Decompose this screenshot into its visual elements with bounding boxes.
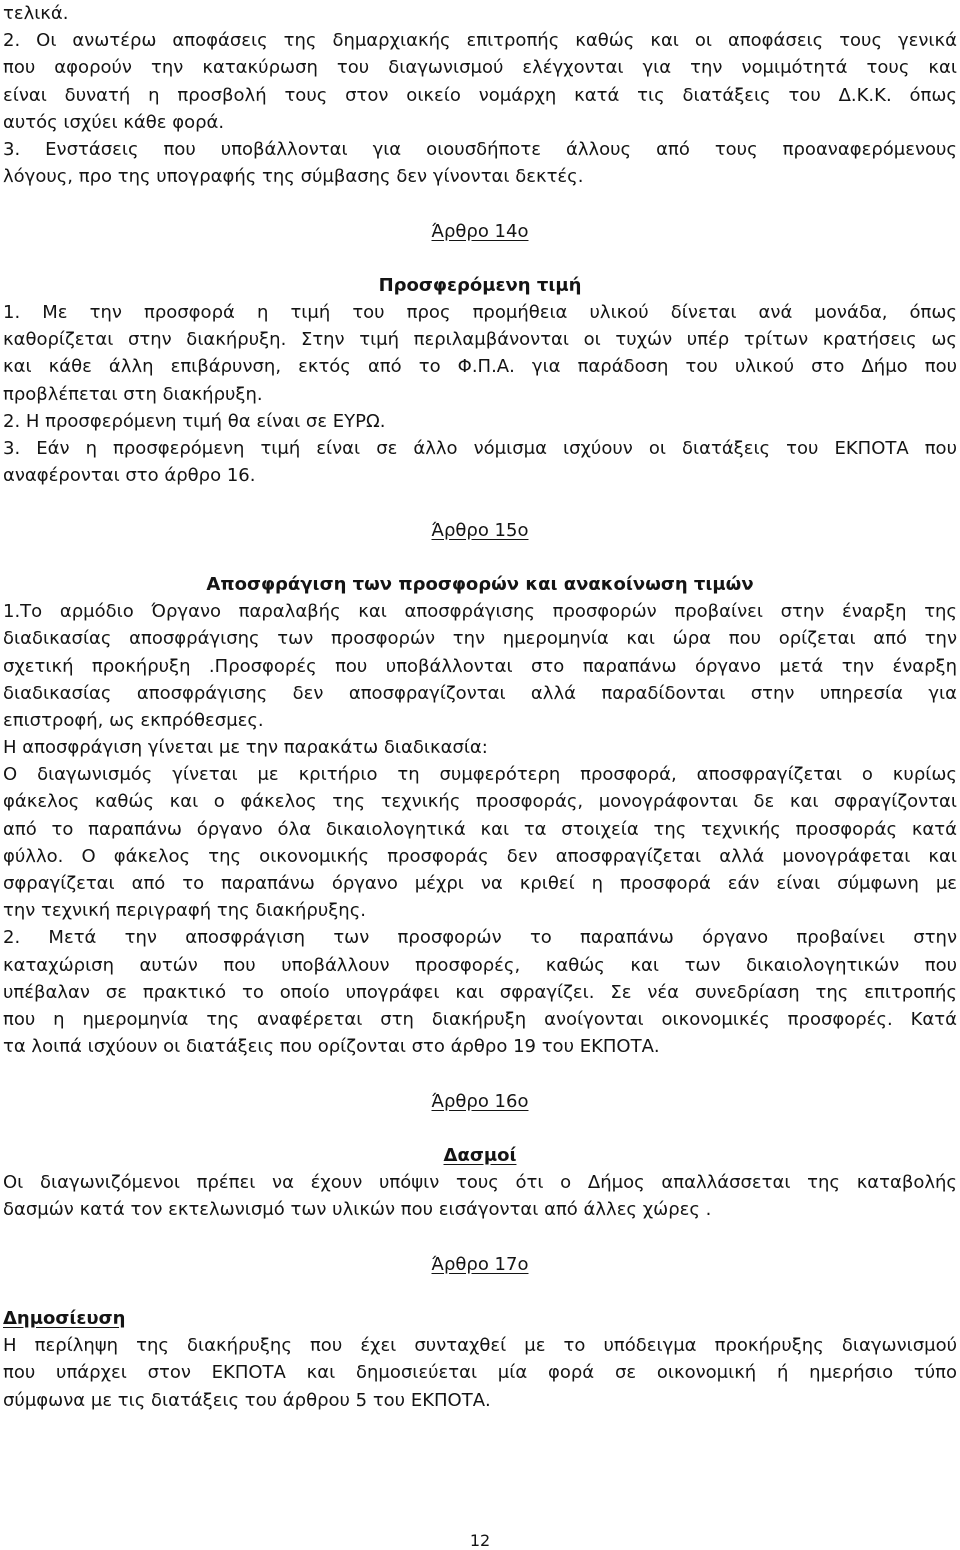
text-line [3, 54, 957, 81]
text-line-text: σύμφωνα με τις διατάξεις του άρθρου 5 του ΕΚΠΟΤΑ. [3, 1389, 491, 1411]
article-title [3, 1142, 957, 1169]
article-title [3, 571, 957, 598]
text-line-text: φύλλο. Ο φάκελος της οικονομικής προσφοράς δεν αποσφραγίζεται αλλά μονογράφεται και [3, 845, 957, 867]
text-line [3, 924, 957, 951]
text-line [3, 1332, 957, 1359]
text-line-text: αυτός ισχύει κάθε φορά. [3, 111, 225, 133]
text-line-text: τελικά. [3, 3, 69, 24]
text-line [3, 680, 957, 707]
text-line [3, 299, 957, 326]
text-line [3, 1196, 957, 1223]
text-line [3, 653, 957, 680]
text-line-text: σχετική προκήρυξη .Προσφορές που υποβάλλονται στο παραπάνω όργανο μετά την έναρξη [3, 655, 957, 677]
text-line [3, 1387, 957, 1414]
text-line [3, 843, 957, 870]
text-line [3, 1169, 957, 1196]
text-line-text: που αφορούν την κατακύρωση του διαγωνισμού ελέγχονται για την νομιμότητά τους και [3, 57, 957, 79]
text-line-text: διαδικασίας αποσφράγισης των προσφορών την ημερομηνία και ώρα που ορίζεται από την [3, 628, 957, 650]
text-line [3, 897, 957, 924]
text-line [3, 136, 957, 163]
article-number [3, 1088, 957, 1115]
text-line [3, 598, 957, 625]
text-line-text: καθορίζεται στην διακήρυξη. Στην τιμή περιλαμβάνονται οι τυχών υπέρ τρίτων κρατήσεις ως [3, 329, 957, 351]
text-line-text: αναφέρονται στο άρθρο 16. [3, 465, 256, 487]
blank-line [3, 1278, 957, 1305]
text-line-text: και κάθε άλλη επιβάρυνση, εκτός από το Φ.Π.Α. για παράδοση του υλικού στο Δήμο που [3, 356, 957, 378]
text-line-text: επιστροφή, ως εκπρόθεσμες. [3, 709, 264, 731]
blank-line [3, 1115, 957, 1142]
text-line [3, 1359, 957, 1386]
text-line [3, 788, 957, 815]
text-line [3, 625, 957, 652]
text-line-text: την τεχνική περιγραφή της διακήρυξης. [3, 900, 366, 922]
text-line [3, 979, 957, 1006]
text-line-text: Οι διαγωνιζόμενοι πρέπει να έχουν υπόψιν τους ότι ο Δήμος απαλλάσσεται της καταβολής [3, 1172, 957, 1194]
text-line-text: προβλέπεται στη διακήρυξη. [3, 383, 263, 405]
article-number-text: Άρθρο 14ο [431, 220, 529, 242]
text-line-text: δασμών κατά τον εκτελωνισμό των υλικών που εισάγονται από άλλες χώρες . [3, 1199, 712, 1221]
text-line-text: φάκελος καθώς και ο φάκελος της τεχνικής προσφοράς, μονογράφονται δε και σφραγίζονται [3, 791, 957, 813]
text-line [3, 462, 957, 489]
article-title-text: Προσφερόμενη τιμή [378, 274, 582, 296]
article-title-text: Αποσφράγιση των προσφορών και ανακοίνωση τιμών [206, 573, 754, 595]
text-line-text: 3. Ενστάσεις που υποβάλλονται για οιουσδήποτε άλλους από τους προαναφερόμενους [3, 138, 957, 160]
text-line [3, 82, 957, 109]
text-line-text: 1.Το αρμόδιο Όργανο παραλαβής και αποσφράγισης προσφορών προβαίνει στην έναρξη της [3, 601, 957, 623]
text-line-text: τα λοιπά ισχύουν οι διατάξεις που ορίζονται στο άρθρο 19 του ΕΚΠΟΤΑ. [3, 1036, 660, 1058]
text-line-text: υπέβαλαν σε πρακτικό το οποίο υπογράφει και σφραγίζει. Σε νέα συνεδρίαση της επιτροπής [3, 981, 957, 1003]
article-number [3, 218, 957, 245]
document-page [3, 0, 957, 1414]
blank-line [3, 489, 957, 516]
article-number-text: Άρθρο 15ο [431, 519, 529, 541]
article-title-text: Δημοσίευση [3, 1308, 126, 1329]
blank-line [3, 544, 957, 571]
text-line [3, 109, 957, 136]
text-line-text: καταχώριση αυτών που υποβάλλουν προσφορές, καθώς και των δικαιολογητικών που [3, 954, 957, 976]
text-line [3, 163, 957, 190]
text-line-text: 2. Οι ανωτέρω αποφάσεις της δημαρχιακής επιτροπής καθώς και οι αποφάσεις τους γενικά [3, 30, 957, 52]
article-number [3, 1251, 957, 1278]
text-line [3, 0, 957, 27]
text-line-text: Ο διαγωνισμός γίνεται με κριτήριο τη συμφερότερη προσφορά, αποσφραγίζεται ο κυρίως [3, 764, 957, 786]
text-line [3, 381, 957, 408]
page-number: 12 [469, 1531, 491, 1550]
text-line [3, 870, 957, 897]
blank-line [3, 245, 957, 272]
text-line-text: 3. Εάν η προσφερόμενη τιμή είναι σε άλλο νόμισμα ισχύουν οι διατάξεις του ΕΚΠΟΤΑ που [3, 438, 957, 459]
article-title [3, 272, 957, 299]
article-number-text: Άρθρο 17ο [431, 1253, 529, 1275]
text-line [3, 1006, 957, 1033]
text-line-text: που η ημερομηνία της αναφέρεται στη διακήρυξη ανοίγονται οικονομικές προσφορές. Κατά [3, 1008, 957, 1030]
text-line [3, 734, 957, 761]
article-number-text: Άρθρο 16ο [431, 1090, 529, 1112]
text-line-text: από το παραπάνω όργανο όλα δικαιολογητικά και τα στοιχεία της τεχνικής προσφοράς κατά [3, 818, 957, 840]
text-line [3, 707, 957, 734]
text-line [3, 816, 957, 843]
text-line-text: που υπάρχει στον ΕΚΠΟΤΑ και δημοσιεύεται μία φορά σε οικονομική ή ημερήσιο τύπο [3, 1362, 957, 1384]
article-number [3, 517, 957, 544]
text-line [3, 761, 957, 788]
text-line [3, 952, 957, 979]
text-line [3, 435, 957, 462]
text-line [3, 27, 957, 54]
text-line [3, 353, 957, 380]
article-title [3, 1305, 957, 1332]
text-line [3, 326, 957, 353]
blank-line [3, 1223, 957, 1250]
text-line-text: 2. Μετά την αποσφράγιση των προσφορών το παραπάνω όργανο προβαίνει στην [3, 927, 957, 949]
text-line-text: Η περίληψη της διακήρυξης που έχει συνταχθεί με το υπόδειγμα προκήρυξης διαγωνισμού [3, 1335, 957, 1357]
text-line-text: λόγους, προ της υπογραφής της σύμβασης δεν γίνονται δεκτές. [3, 166, 584, 188]
text-line-text: 1. Με την προσφορά η τιμή του προς προμήθεια υλικού δίνεται ανά μονάδα, όπως [3, 302, 957, 324]
article-title-text: Δασμοί [443, 1144, 517, 1166]
text-line [3, 1033, 957, 1060]
blank-line [3, 190, 957, 217]
text-line-text: σφραγίζεται από το παραπάνω όργανο μέχρι να κριθεί η προσφορά εάν είναι σύμφωνη με [3, 873, 957, 894]
text-line-text: 2. Η προσφερόμενη τιμή θα είναι σε ΕΥΡΩ. [3, 410, 386, 432]
text-line [3, 408, 957, 435]
text-line-text: διαδικασίας αποσφράγισης δεν αποσφραγίζονται αλλά παραδίδονται στην υπηρεσία για [3, 682, 957, 704]
text-line-text: είναι δυνατή η προσβολή τους στον οικείο νομάρχη κατά τις διατάξεις του Δ.Κ.Κ. όπως [3, 84, 957, 106]
blank-line [3, 1060, 957, 1087]
text-line-text: Η αποσφράγιση γίνεται με την παρακάτω διαδικασία: [3, 737, 488, 759]
